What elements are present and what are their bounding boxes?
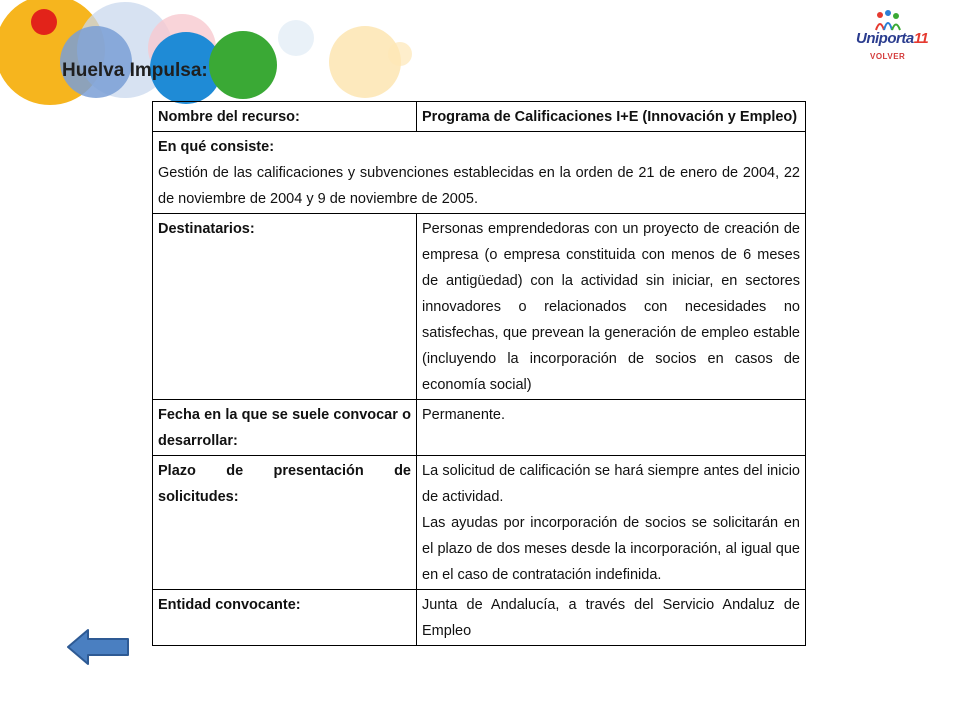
page-title: Huelva Impulsa: bbox=[62, 60, 208, 81]
logo-wordmark: Uniporta11 bbox=[856, 30, 929, 47]
row-nombre bbox=[153, 102, 806, 132]
volver-link[interactable]: VOLVER bbox=[870, 52, 906, 61]
label-entidad: Entidad convocante: bbox=[153, 590, 417, 646]
value-entidad: Junta de Andalucía, a través del Servicio Andaluz de Empleo bbox=[417, 590, 806, 646]
row-fecha bbox=[153, 400, 806, 456]
value-destinatarios: Personas emprendedoras con un proyecto de creación de empresa (o empresa constituida con menos de 6 meses de antigüedad) con la actividad sin iniciar, en sectores innovadores o relacionados con necesidades no satisfechas, que prevean la generación de empleo estable (incluyendo la incorporación de socios en casos de economía social) bbox=[417, 214, 806, 400]
row-plazo bbox=[153, 456, 806, 590]
label-nombre: Nombre del recurso: bbox=[153, 102, 417, 132]
label-destinatarios: Destinatarios: bbox=[153, 214, 417, 400]
left-arrow-icon[interactable] bbox=[66, 627, 130, 667]
resource-table bbox=[152, 101, 806, 646]
label-plazo: Plazo de presentación de solicitudes: bbox=[153, 456, 417, 590]
cell-consiste bbox=[153, 132, 806, 214]
row-consiste bbox=[153, 132, 806, 214]
row-entidad bbox=[153, 590, 806, 646]
uniporta-logo-link[interactable] bbox=[848, 8, 930, 64]
value-fecha: Permanente. bbox=[417, 400, 806, 456]
row-destinatarios bbox=[153, 214, 806, 400]
cell-plazo bbox=[417, 456, 806, 590]
label-fecha: Fecha en la que se suele convocar o desarrollar: bbox=[153, 400, 417, 456]
label-consiste: En qué consiste: bbox=[158, 139, 275, 155]
value-plazo-2: Las ayudas por incorporación de socios se solicitarán en el plazo de dos meses desde la incorporación, al igual que en el caso de contratación indefinida. bbox=[422, 515, 800, 583]
value-nombre: Programa de Calificaciones I+E (Innovación y Empleo) bbox=[417, 102, 806, 132]
logo-figures-icon bbox=[848, 8, 930, 32]
value-plazo-1: La solicitud de calificación se hará siempre antes del inicio de actividad. bbox=[422, 463, 800, 505]
value-consiste: Gestión de las calificaciones y subvenciones establecidas en la orden de 21 de enero de 2004, 22 de noviembre de 2004 y 9 de noviembre de 2005. bbox=[158, 165, 800, 207]
